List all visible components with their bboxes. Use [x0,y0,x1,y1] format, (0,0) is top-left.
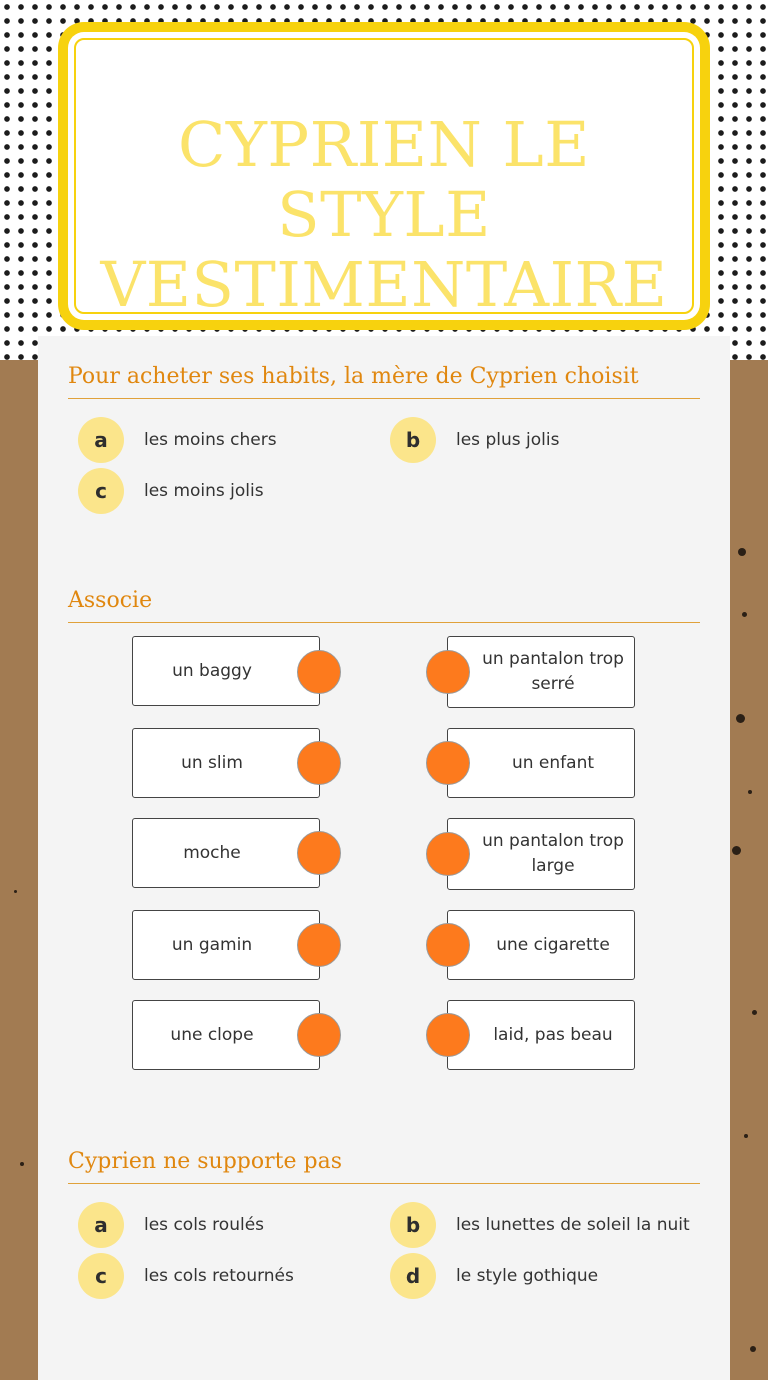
match-left-connector[interactable] [297,923,341,967]
match-left-card[interactable] [132,636,320,706]
worksheet-panel [38,336,730,1380]
match-right-label: laid, pas beau [493,1024,613,1045]
option-label: les lunettes de soleil la nuit [456,1215,690,1235]
question-3-title: Cyprien ne supporte pas [68,1149,700,1184]
match-left-card[interactable] [132,1000,320,1070]
match-left-card[interactable] [132,728,320,798]
match-right-card[interactable] [447,910,635,980]
match-right-card[interactable] [447,728,635,798]
cardboard-speck [742,612,747,617]
match-right-card[interactable] [447,636,635,708]
cardboard-speck [752,1010,757,1015]
title-card [68,32,700,320]
cardboard-speck [738,548,746,556]
match-right-card[interactable] [447,818,635,890]
match-left-label: un baggy [172,660,252,681]
option-label: les cols retournés [144,1266,294,1286]
match-right-label: une cigarette [496,934,610,955]
match-left-label: un gamin [171,934,253,955]
match-right-connector[interactable] [426,923,470,967]
option-label: les moins chers [144,430,277,450]
q1-option-b[interactable] [390,417,559,463]
option-label: le style gothique [456,1266,599,1286]
cardboard-speck [20,1162,24,1166]
option-label: les cols roulés [144,1215,265,1235]
q3-option-d[interactable] [390,1253,598,1299]
match-left-connector[interactable] [297,831,341,875]
match-left-card[interactable] [132,818,320,888]
cardboard-speck [748,790,752,794]
option-letter-badge: d [390,1253,436,1299]
match-right-connector[interactable] [426,1013,470,1057]
q3-option-a[interactable] [78,1202,264,1248]
match-right-connector[interactable] [426,650,470,694]
match-left-label: une clope [170,1024,254,1045]
option-letter-badge: b [390,417,436,463]
match-left-card[interactable] [132,910,320,980]
option-letter-badge: a [78,1202,124,1248]
match-right-label: un pantalon trop serré [482,649,624,694]
option-label: les plus jolis [456,430,560,450]
option-letter-badge: b [390,1202,436,1248]
question-2-title: Associe [68,588,700,623]
option-letter-badge: a [78,417,124,463]
match-left-label: un slim [181,752,243,773]
title-banner [58,22,710,330]
match-right-card[interactable] [447,1000,635,1070]
cardboard-speck [14,890,17,893]
match-right-connector[interactable] [426,832,470,876]
match-left-label: moche [183,842,241,863]
option-letter-badge: c [78,468,124,514]
cardboard-speck [744,1134,748,1138]
option-label: les moins jolis [144,481,264,501]
q3-option-c[interactable] [78,1253,294,1299]
cardboard-speck [732,846,741,855]
cardboard-speck [736,714,745,723]
match-left-connector[interactable] [297,1013,341,1057]
cardboard-speck [750,1346,756,1352]
q1-option-c[interactable] [78,468,264,514]
match-right-connector[interactable] [426,741,470,785]
match-right-label: un enfant [511,752,595,773]
match-left-connector[interactable] [297,650,341,694]
option-letter-badge: c [78,1253,124,1299]
match-right-label: un pantalon trop large [482,831,624,876]
question-1-title: Pour acheter ses habits, la mère de Cyprien choisit [68,364,700,399]
page-title: CYPRIEN LE STYLE VESTIMENTAIRE [100,108,668,321]
match-left-connector[interactable] [297,741,341,785]
q3-option-b[interactable] [390,1202,690,1248]
q1-option-a[interactable] [78,417,277,463]
